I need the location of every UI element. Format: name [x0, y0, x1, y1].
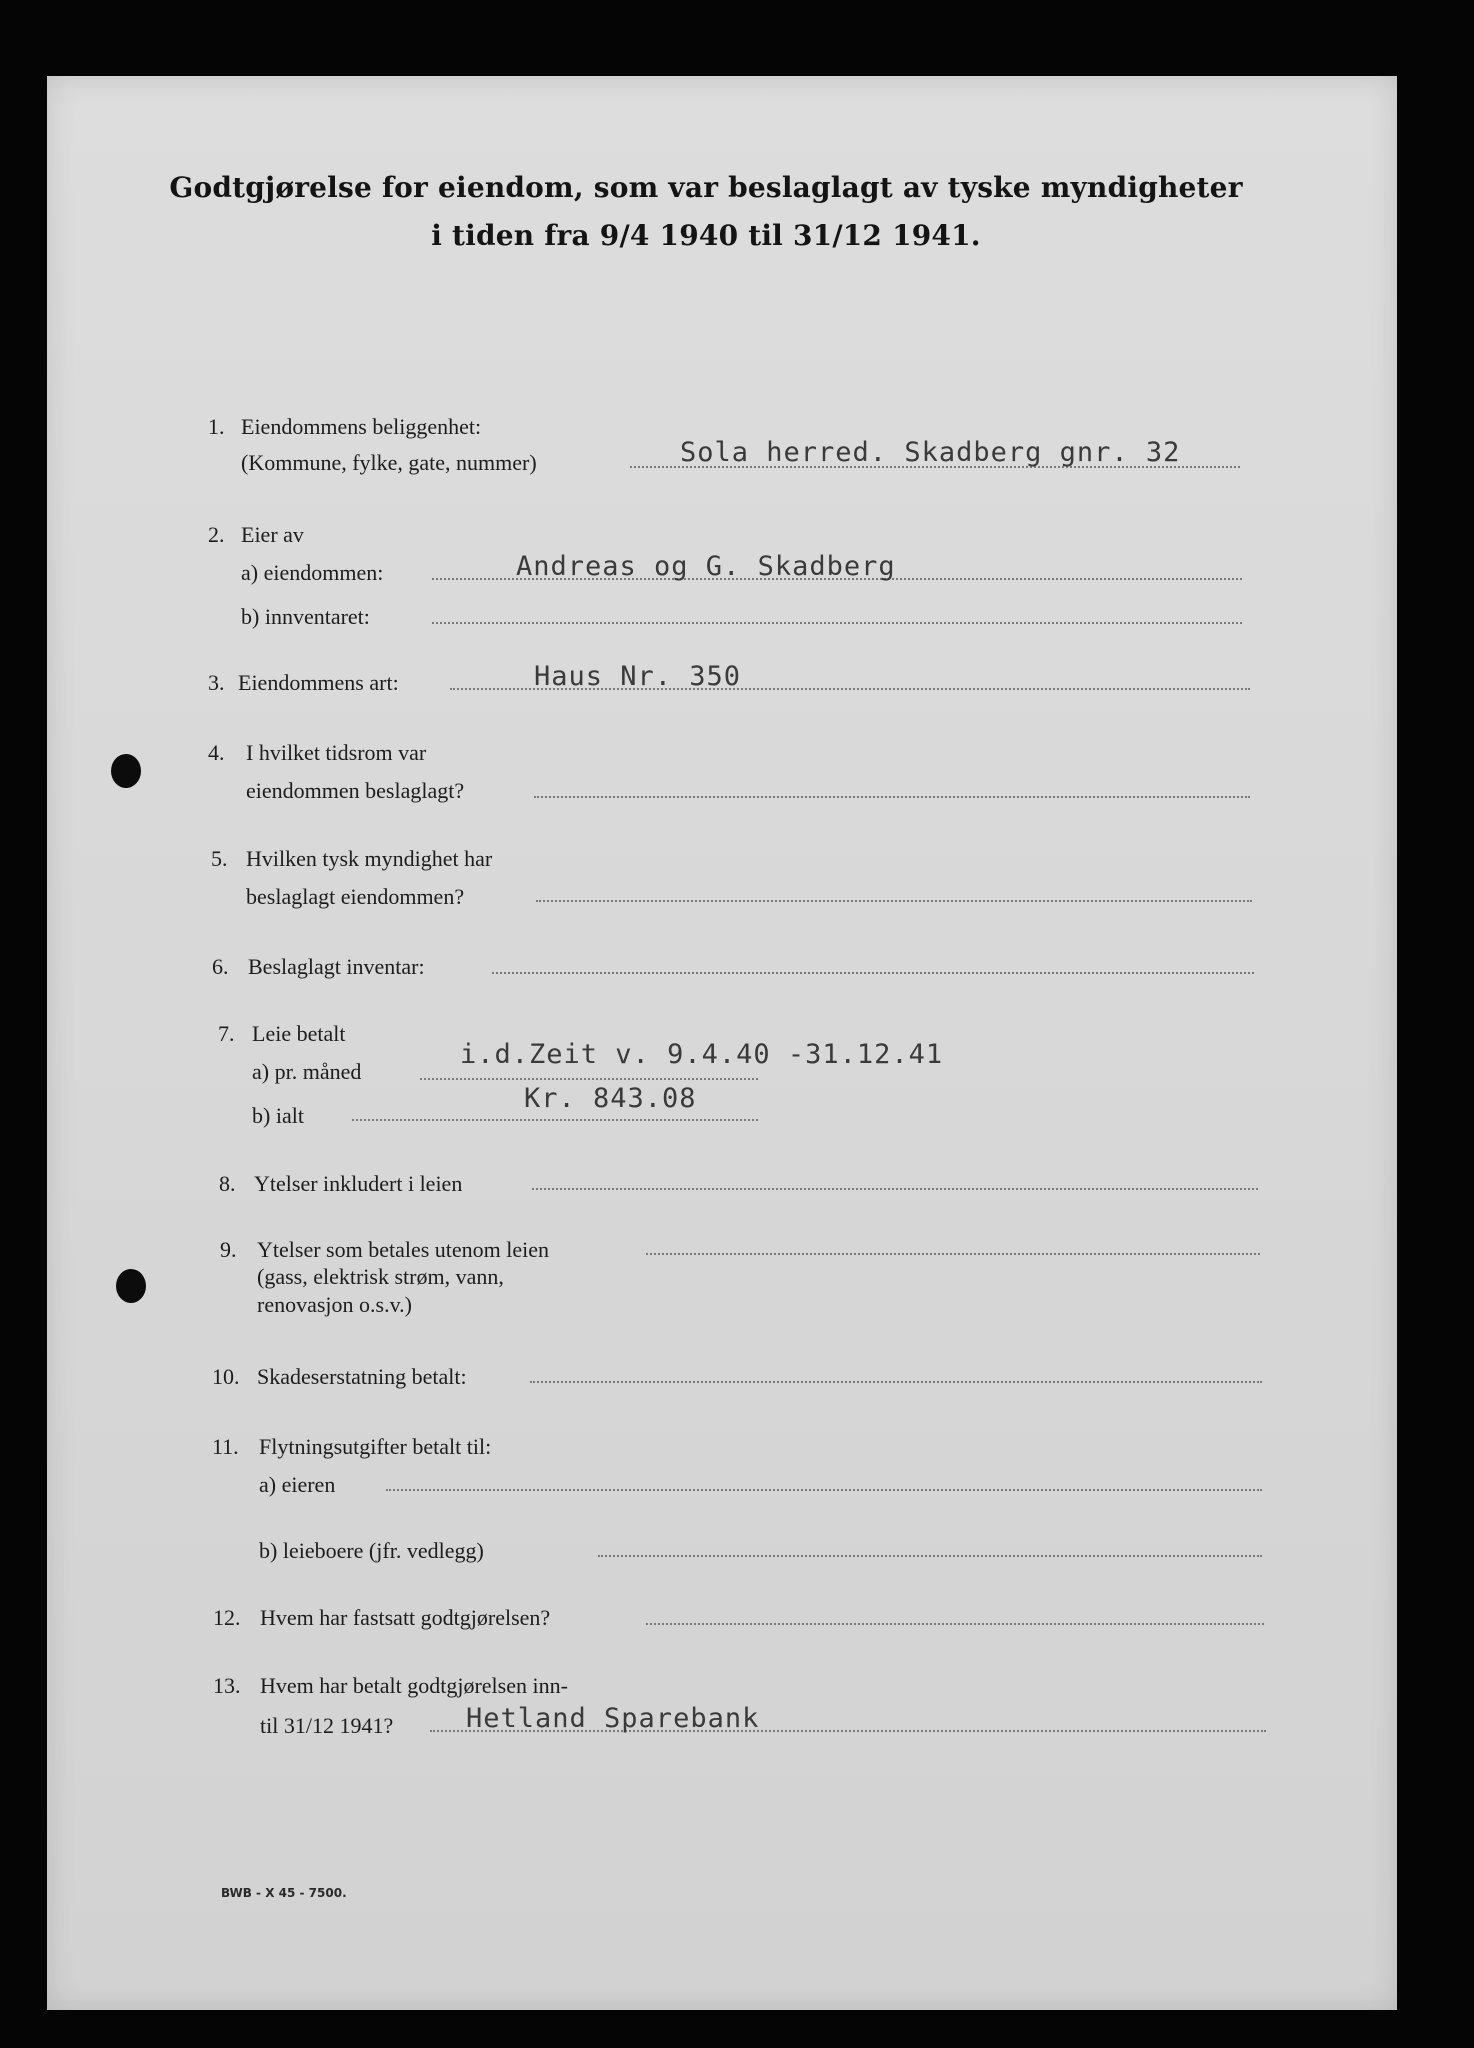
q2a-label: a) eiendommen: [241, 560, 384, 585]
q9-number: 9. [220, 1237, 237, 1262]
punch-hole-bottom [116, 1269, 146, 1303]
q3-label: Eiendommens art: [238, 670, 399, 695]
q5-number: 5. [211, 846, 228, 871]
q11a-label: a) eieren [259, 1472, 336, 1497]
q5-label-2: beslaglagt eiendommen? [246, 884, 465, 909]
q7b-answer-line [352, 1119, 758, 1121]
q7a-answer-line [420, 1078, 758, 1080]
title-line-1: Godtgjørelse for eiendom, som var beslaglagt av tyske myndigheter [169, 171, 1243, 204]
q13-answer[interactable]: Hetland Sparebank [466, 1703, 760, 1734]
printer-mark: BWB - X 45 - 7500. [221, 1886, 347, 1900]
q2a-answer[interactable]: Andreas og G. Skadberg [516, 551, 896, 582]
q12-answer-line[interactable] [646, 1623, 1264, 1625]
q10-answer-line[interactable] [530, 1381, 1262, 1383]
q11b-answer-line[interactable] [598, 1555, 1262, 1557]
q9-label-2: (gass, elektrisk strøm, vann, [257, 1264, 504, 1289]
q1-label: Eiendommens beliggenhet: [241, 414, 482, 439]
q4-label: I hvilket tidsrom var [246, 740, 427, 765]
q9-answer-line[interactable] [646, 1253, 1260, 1255]
q7a-answer[interactable]: i.d.Zeit v. 9.4.40 -31.12.41 [460, 1039, 944, 1070]
title-line-2: i tiden fra 9/4 1940 til 31/12 1941. [431, 219, 981, 252]
q3-answer[interactable]: Haus Nr. 350 [534, 661, 742, 692]
q2b-label: b) innventaret: [241, 604, 370, 629]
q6-label: Beslaglagt inventar: [248, 954, 425, 979]
q6-number: 6. [212, 954, 229, 979]
q8-label: Ytelser inkludert i leien [254, 1171, 463, 1196]
punch-hole-top [111, 754, 141, 788]
q3-number: 3. [208, 670, 225, 695]
q9-label: Ytelser som betales utenom leien [257, 1237, 550, 1262]
q1-number: 1. [208, 414, 225, 439]
q8-number: 8. [219, 1171, 236, 1196]
q7-label: Leie betalt [252, 1021, 346, 1046]
q1-answer[interactable]: Sola herred. Skadberg gnr. 32 [680, 437, 1181, 468]
q11-label: Flytningsutgifter betalt til: [259, 1434, 492, 1459]
q1-sublabel: (Kommune, fylke, gate, nummer) [241, 450, 537, 475]
q4-answer-line[interactable] [534, 796, 1250, 798]
q4-number: 4. [208, 740, 225, 765]
q4-label-2: eiendommen beslaglagt? [246, 778, 465, 803]
q7-number: 7. [218, 1021, 235, 1046]
q13-number: 13. [213, 1673, 241, 1698]
q13-label-2: til 31/12 1941? [260, 1713, 394, 1738]
q10-number: 10. [212, 1364, 240, 1389]
q2-number: 2. [208, 522, 225, 547]
q2-label: Eier av [241, 522, 304, 547]
q2b-answer-line[interactable] [432, 622, 1242, 624]
q7a-label: a) pr. måned [252, 1059, 362, 1084]
form-title [0, 164, 1412, 260]
q5-answer-line[interactable] [536, 900, 1252, 902]
q10-label: Skadeserstatning betalt: [257, 1364, 467, 1389]
q12-number: 12. [213, 1605, 241, 1630]
q5-label: Hvilken tysk myndighet har [246, 846, 493, 871]
q11a-answer-line[interactable] [386, 1489, 1262, 1491]
q11b-label: b) leieboere (jfr. vedlegg) [259, 1538, 484, 1563]
q9-label-3: renovasjon o.s.v.) [257, 1292, 412, 1317]
q8-answer-line[interactable] [532, 1188, 1258, 1190]
q6-answer-line[interactable] [492, 972, 1254, 974]
q13-label: Hvem har betalt godtgjørelsen inn- [260, 1673, 568, 1698]
q11-number: 11. [212, 1434, 239, 1459]
q12-label: Hvem har fastsatt godtgjørelsen? [260, 1605, 551, 1630]
q7b-label: b) ialt [252, 1103, 304, 1128]
q7b-answer[interactable]: Kr. 843.08 [524, 1083, 697, 1114]
